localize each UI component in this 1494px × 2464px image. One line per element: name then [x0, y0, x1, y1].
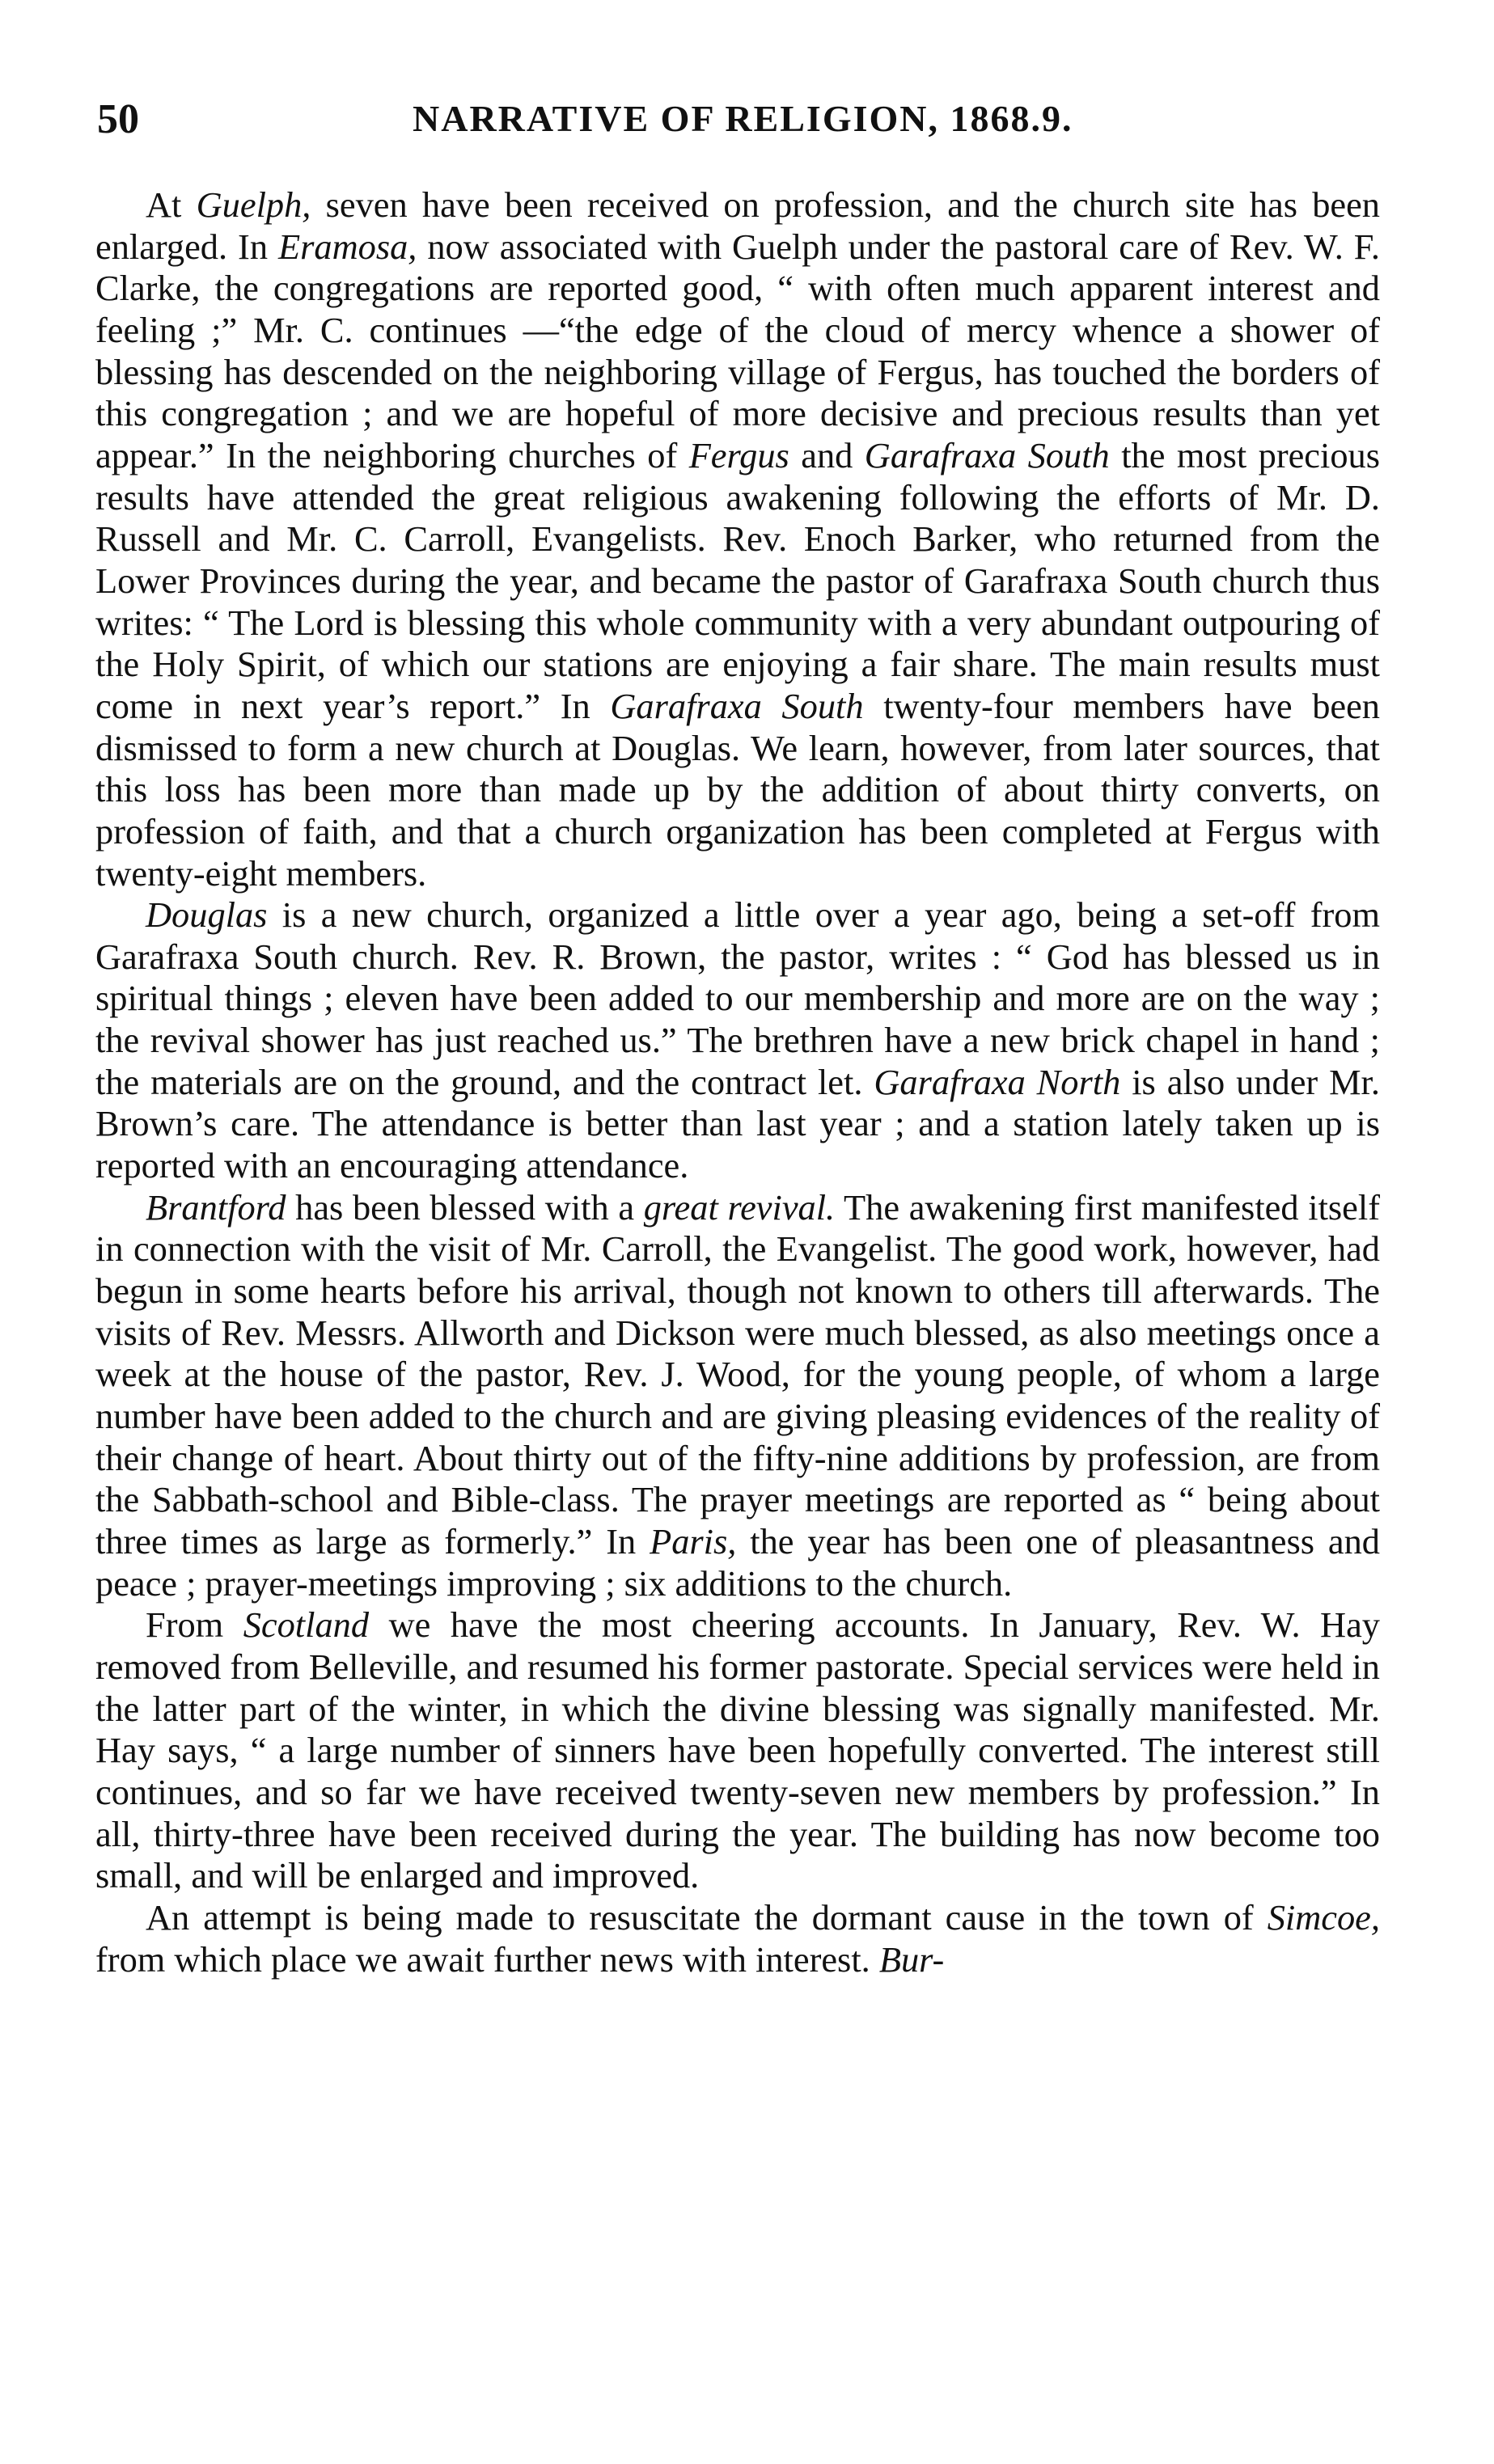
text-run: the year has been one of pleasantness and peace ; prayer-meetings improving ; six additions to the church. [95, 1521, 1381, 1604]
italic-text: great revival. [643, 1186, 836, 1228]
paragraph [95, 1604, 1380, 1897]
italic-text: Scotland [243, 1604, 370, 1646]
text-run: The awakening first manifested itself in connection with the visit of Mr. Carroll, the Evangelist. The good work, however, had begun in some hearts before his arrival, though not known to others till afterwards. The visits of Rev. Messrs. Allworth and Dickson were much blessed, as also meetings once a week at the house of the pastor, Rev. J. Wood, for the young people, of whom a large number have been added to the church and are giving pleasing evidences of the reality of their change of heart. About thirty out of the fifty-nine additions by profession, are from the Sabbath-school and Bible-class. The prayer meetings are reported as “ being about three times as large as formerly.” In [95, 1186, 1380, 1562]
text-run: is also under Mr. Brown’s care. The attendance is better than last year ; and a station lately taken up is reported with an encouraging attendance. [95, 1061, 1380, 1186]
text-run: twenty-four members have been dismissed to form a new church at Douglas. We learn, however, from later sources, that this loss has been more than made up by the addition of about thirty converts, on profession of faith, and that a church organization has been completed at Fergus with twenty-eight members. [95, 685, 1380, 894]
italic-text: Garafraxa South [610, 685, 864, 726]
text-run: From [146, 1604, 243, 1646]
italic-text: Eramosa, [277, 226, 417, 267]
italic-text: Garafraxa North [874, 1061, 1121, 1102]
paragraph [95, 184, 1380, 894]
paragraph [95, 894, 1380, 1187]
running-head: NARRATIVE OF RELIGION, 1868.9. [413, 98, 1073, 139]
text-run: seven have been received on profession, and the church site has been enlarged. In [95, 184, 1380, 267]
italic-text: Guelph, [196, 184, 311, 225]
italic-text: Paris, [650, 1521, 737, 1562]
paragraph [95, 1187, 1380, 1605]
italic-text: Fergus [688, 434, 789, 475]
italic-text: Garafraxa South [864, 434, 1110, 475]
text-run: the most precious results have attended the great religious awakening following the efforts of Mr. D. Russell and Mr. C. Carroll, Evangelists. Rev. Enoch Barker, who returned from the Lower Provinces during the year, and became the pastor of Garafraxa South church thus writes: “ The Lord is blessing this whole community with a very abundant outpouring of the Holy Spirit, of which our stations are enjoying a fair share. The main results must come in next year’s report.” In [95, 434, 1381, 726]
paragraph [95, 1897, 1380, 1980]
text-run: and [789, 434, 865, 475]
text-run: is a new church, organized a little over a year ago, being a set-off from Garafraxa South church. Rev. R. Brown, the pastor, writes : “ God has blessed us in spiritual things ; eleven have been added to our membership and more are on the way ; the revival shower has just reached us.” The brethren have a new brick chapel in hand ; the materials are on the ground, and the contract let. [95, 894, 1380, 1102]
body-text [95, 184, 1380, 1980]
italic-text: Brantford [146, 1186, 286, 1228]
text-run: At [146, 184, 197, 225]
text-run: has been blessed with a [286, 1186, 644, 1228]
italic-text: Simcoe, [1267, 1896, 1380, 1938]
text-run: now associated with Guelph under the pastoral care of Rev. W. F. Clarke, the congregations are reported good, “ with often much apparent interest and feeling ;” Mr. C. continues —“the edge of the cloud of mercy whence a shower of blessing has descended on the neighboring village of Fergus, has touched the borders of this congregation ; and we are hopeful of more decisive and precious results than yet appear.” In the neighboring churches of [95, 226, 1380, 475]
text-run: we have the most cheering accounts. In January, Rev. W. Hay removed from Belleville, and resumed his former pastorate. Special services were held in the latter part of the winter, in which the divine blessing was signally manifested. Mr. Hay says, “ a large number of sinners have been hopefully converted. The interest still continues, and so far we have received twenty-seven new members by profession.” In all, thirty-three have been received during the year. The building has now become too small, and will be enlarged and improved. [95, 1604, 1380, 1896]
page-number: 50 [97, 96, 139, 142]
text-run: An attempt is being made to resuscitate the dormant cause in the town of [146, 1896, 1268, 1938]
text-run: from which place we await further news with interest. [95, 1938, 879, 1980]
italic-text: Bur- [878, 1938, 945, 1980]
italic-text: Douglas [146, 894, 268, 936]
